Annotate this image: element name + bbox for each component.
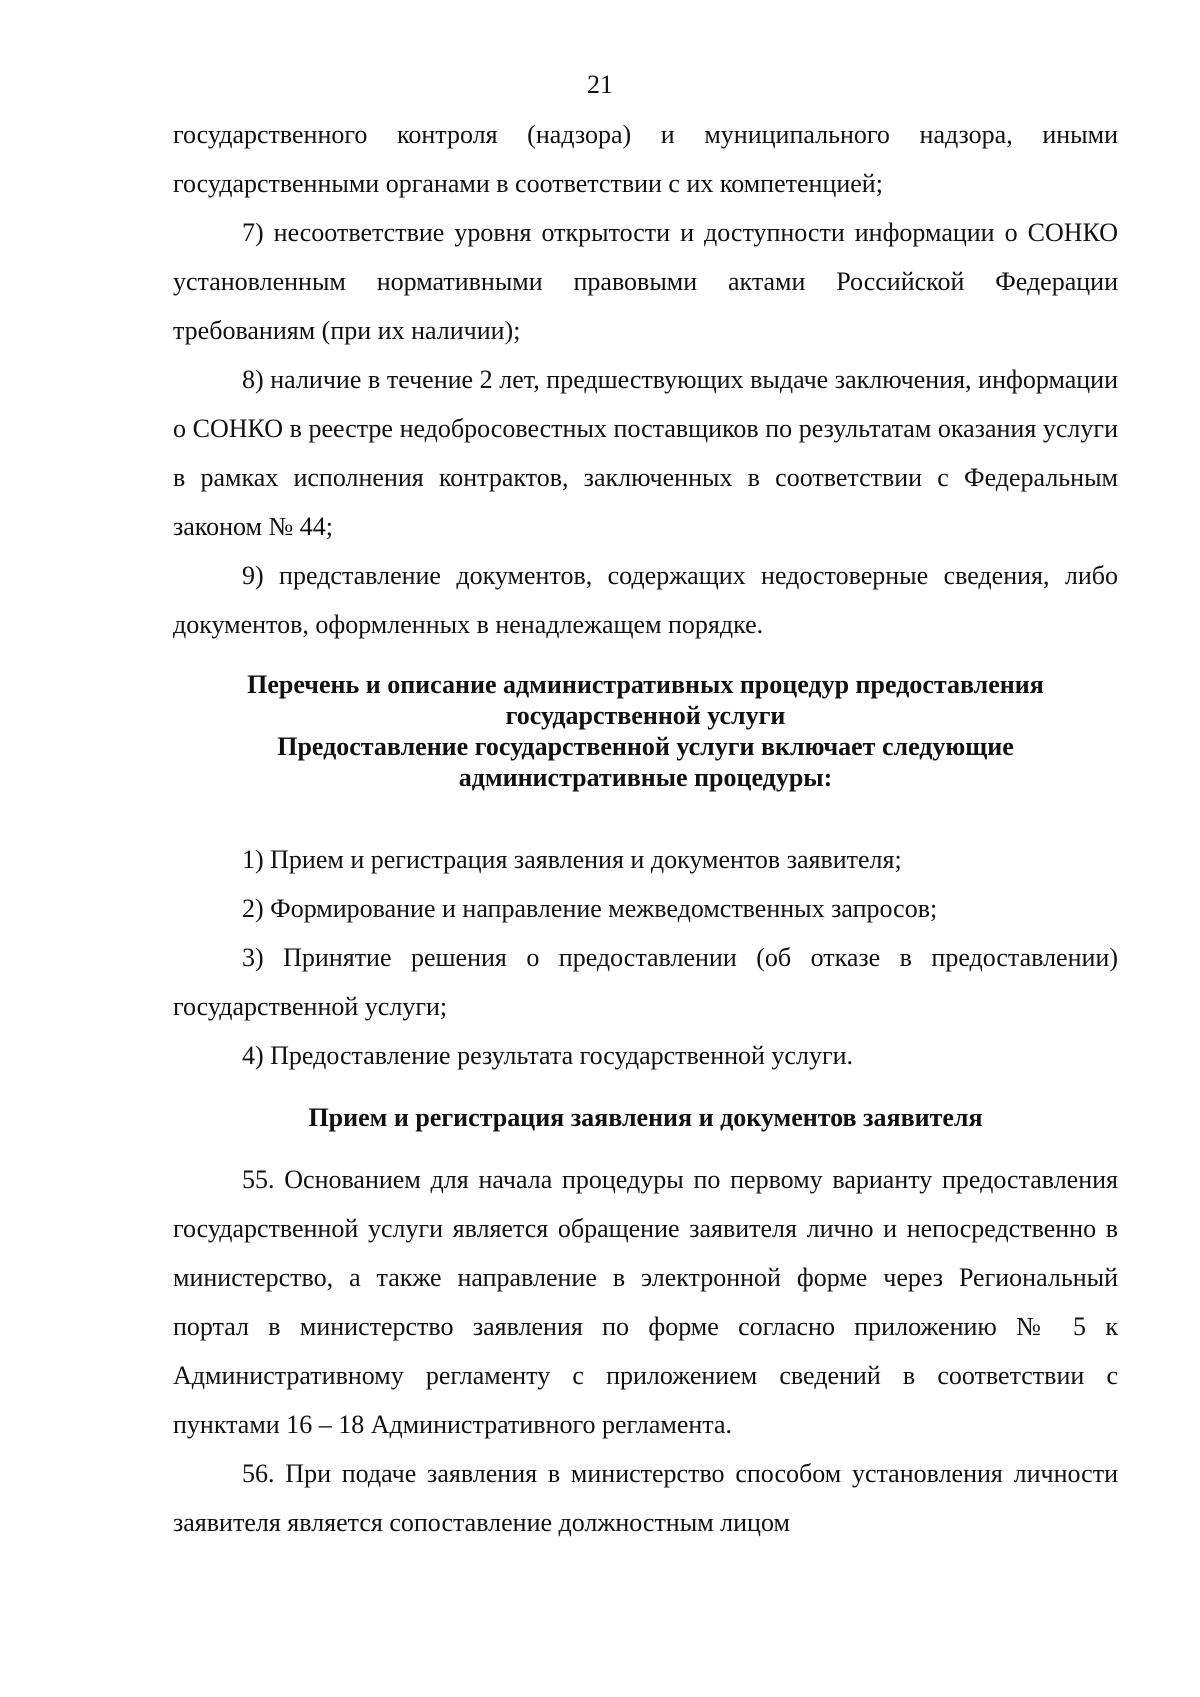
spacer bbox=[173, 1133, 1118, 1155]
spacer bbox=[173, 793, 1118, 835]
procedures-list bbox=[173, 835, 1118, 1080]
procedure-item-1: 1) Прием и регистрация заявления и документов заявителя; bbox=[242, 845, 902, 874]
section-heading-reception: Прием и регистрация заявления и документов заявителя bbox=[308, 1103, 983, 1132]
spacer bbox=[173, 1080, 1118, 1102]
paragraph-item-8: 8) наличие в течение 2 лет, предшествующих выдаче заключения, информации о СОНКО в реестре недобросовестных поставщиков по результатам оказания услуги в рамках исполнения контрактов, заключенных в соответствии с Федеральным законом № 44; bbox=[173, 365, 1118, 541]
heading-line: Предоставление государственной услуги включает следующие bbox=[277, 732, 1014, 761]
section-heading-procedures bbox=[173, 669, 1118, 793]
spacer bbox=[173, 649, 1118, 669]
paragraph-item-9: 9) представление документов, содержащих недостоверные сведения, либо документов, оформленных в ненадлежащем порядке. bbox=[173, 561, 1118, 639]
heading-line: государственной услуги bbox=[505, 701, 786, 730]
document-body bbox=[173, 110, 1118, 1547]
page-number: 21 bbox=[587, 70, 613, 99]
procedure-item-4: 4) Предоставление результата государственной услуги. bbox=[242, 1041, 854, 1070]
heading-line: административные процедуры: bbox=[458, 763, 833, 792]
paragraph-continuation: государственного контроля (надзора) и муниципального надзора, иными государственными органами в соответствии с их компетенцией; bbox=[173, 120, 1118, 198]
procedure-item-3: 3) Принятие решения о предоставлении (об отказе в предоставлении) государственной услуги; bbox=[173, 943, 1118, 1021]
heading-line: Перечень и описание административных процедур предоставления bbox=[247, 670, 1044, 699]
paragraph-item-7: 7) несоответствие уровня открытости и доступности информации о СОНКО установленным нормативными правовыми актами Российской Федерации требованиям (при их наличии); bbox=[173, 218, 1118, 345]
procedure-item-2: 2) Формирование и направление межведомственных запросов; bbox=[242, 894, 938, 923]
paragraph-item-56: 56. При подаче заявления в министерство способом установления личности заявителя является сопоставление должностным лицом bbox=[173, 1459, 1118, 1537]
paragraph-item-55: 55. Основанием для начала процедуры по первому варианту предоставления государственной услуги является обращение заявителя лично и непосредственно в министерство, а также направление в электронной форме через Региональный портал в министерство заявления по форме согласно приложению № 5 к Административному регламенту с приложением сведений в соответствии с пунктами 16 – 18 Административного регламента. bbox=[173, 1165, 1118, 1439]
